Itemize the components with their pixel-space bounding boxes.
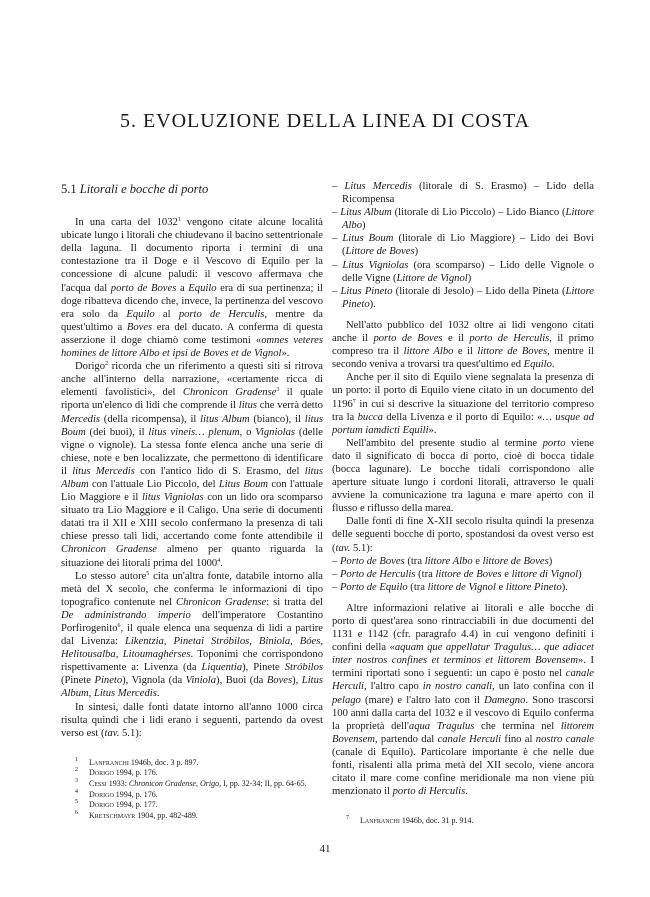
paragraph-7: Nell'ambito del presente studio al termine porto viene dato il significato di bocca di porto, cioè di bocca tidale (bocca lagunare). Le bocche tidali corrispondono alle aperture situate lungo i cordoni litorali, attraverso le quali avviene la comunicazione tra laguna e mare aperto con il flusso e riflusso della marea. xyxy=(332,437,594,515)
paragraph-9: Altre informazioni relative ai litorali e alle bocche di porto di quest'area sono rintracciabili in due documenti del 1131 e 1142 (cfr. paragrafo 4.4) in cui vengono definiti i confini della «aquam que appellatur Tragulus… que adiacet inter nostros confines et terminos et littorem Bovensem». I termini riportati sono i seguenti: un capo è posto nel canale Herculi, l'altro capo in nostro canali, un lato confina con il pelago (mare) e l'altro lato con il Damegno. Sono trascorsi 100 anni dalla carta del 1032 e il vescovo di Equilo conferma la proprietà dell'aqua Tragulus che termina nel littorem Bovensem, partendo dal canale Herculi fino al nostro canale (canale di Equilo). Particolare importante è che nelle due fonti, risalenti alla prima metà del XII secolo, viene ancora citato il mare come confine meridionale ma non viene più menzionato il porto di Herculis. xyxy=(332,602,595,798)
list-bocche xyxy=(332,555,594,594)
list-item: – Porto de Equilo (tra littore de Vignol e littore Pineto). xyxy=(332,581,594,594)
left-column xyxy=(61,183,323,821)
footnote-ref: 4 xyxy=(217,557,221,564)
list-item: – Porto de Boves (tra littore Albo e littore de Boves) xyxy=(332,555,594,568)
section-title: Litorali e bocche di porto xyxy=(79,182,209,196)
list-item: – Porto de Herculis (tra littore de Boves e littore di Vignol) xyxy=(332,568,594,581)
paragraph-4: In sintesi, dalle fonti datate intorno all'anno 1000 circa risulta quindi che i lidi erano i seguenti, partendo da ovest verso est (tav. 5.1): xyxy=(61,701,323,739)
footnote-ref: 3 xyxy=(276,387,280,394)
footnotes-left xyxy=(61,758,323,822)
list-item: – Litus Mercedis (litorale di S. Erasmo) – Lido della Ricompensa xyxy=(332,180,594,206)
footnote: $^5$ Dorigo 1994, p. 177. xyxy=(75,799,158,810)
list-item: – Litus Pineto (litorale di Jesolo) – Lido della Pineta (Littore Pineto). xyxy=(332,285,594,311)
footnote: $^6$ Kretschmayr 1904, pp. 482-489. xyxy=(75,809,198,820)
page-number: 41 xyxy=(319,843,331,855)
section-heading xyxy=(61,183,323,196)
chapter-title: 5. EVOLUZIONE DELLA LINEA DI COSTA xyxy=(119,110,531,132)
paragraph-3: Lo stesso autore$^5$ cita un'altra fonte, databile intorno alla metà del X secolo, che conferma le informazioni di tipo topografico contenute nel Chronicon Gradense: si tratta del De administrando imperio dell'imperatore Costantino Porfirogenito$^6$, il quale elenca una sequenza di lidi a partire dal Livenza: Likentzia, Pinetai Stróbilos, Biniola, Bóes, Helitousalba, Litoumaghérses. Toponimi che corrispondono rispettivamente a: Livenza (da Liquentia), Pinete Stróbilos (Pinete Pineto), Vignola (da Viniola), Buoi (da Boves), Litus Album, Litus Mercedis. xyxy=(61,570,323,700)
footnote-ref: 6 xyxy=(117,623,121,629)
paragraph-8: Dalle fonti di fine X-XII secolo risulta quindi la presenza delle seguenti bocche di porto, spostandosi da ovest verso est (tav. 5.1): xyxy=(332,516,594,554)
list-item: – Litus Vigniolas (ora scomparso) – Lido delle Vignole o delle Vigne (Littore de Vignol) xyxy=(332,259,594,285)
paragraph-1: In una carta del 1032$^1$ vengono citate alcune località ubicate lungo i litorali che chiudevano il bacino settentrionale della laguna. Il documento riporta i termini di una contestazione tra il Doge e il Vescovo di Equilo per la concessione di alcune paludi: il vescovo affermava che l'acqua dal porto de Boves a Equilo era di sua pertinenza; il doge ribatteva dicendo che, invece, la pertinenza del vescovo era solo da Equilo al porto de Herculis, mentre da quest'ultimo a Boves era del ducato. A conferma di questa asserzione il doge chiamò come testimoni «omnes veteres homines de littore Albo et ipsi de Boves et de Vignol». xyxy=(61,217,323,360)
right-column xyxy=(332,180,594,827)
footnote: $^7$ Lanfranchi 1946b, doc. 31 p. 914. xyxy=(346,815,474,826)
footnote-ref: 5 xyxy=(146,570,150,577)
paragraph-2: Dorigo$^2$ ricorda che un riferimento a questi siti si ritrova anche all'interno della narrazione, «certamente ricca di elementi favolistici», del Chronicon Gradense$^3$ il quale riporta un'elenco di lidi che comprende il litus che verrà detto Mercedis (della ricompensa), il litus Album (bianco), il litus Boum (dei buoi), il litus vineis… plenum, o Vigniolas (delle vigne o vignole). La stessa fonte elenca anche una serie di chiese, note e ben localizzate, che permettono di identificare il litus Mercedis con l'antico lido di S. Erasmo, del litus Album con l'attuale Lio Piccolo, del Litus Boum con l'attuale Lio Maggiore e il litus Vigniolas con un lido ora scomparso situato tra Lio Maggiore e il Caligo. Una serie di documenti datati tra il XII e XIII secolo confermano la presenza di tali chiese presso tali lidi, accertando come fonte attendibile il Chronicon Gradense almeno per quanto riguarda la situazione dei litorali prima del 1000$^4$. xyxy=(61,361,324,569)
footnote-ref: 1 xyxy=(177,217,181,224)
footnote: $^3$ Cessi 1933: Chronicon Gradense, Origo, I, pp. 32-34; II, pp. 64-65. xyxy=(75,778,307,789)
footnote: $^2$ Dorigo 1994, p. 176. xyxy=(75,767,158,778)
paragraph-5: Nell'atto pubblico del 1032 oltre ai lidi vengono citati anche il porto de Boves e il porto de Herculis, il primo compreso tra il littore Albo e il littore de Boves, mentre il secondo veniva a trovarsi tra quest'ultimo ed Equilo. xyxy=(332,319,594,371)
footnote: $^4$ Dorigo 1994, p. 176. xyxy=(75,788,158,799)
footnote-ref: 2 xyxy=(105,361,109,368)
section-number: 5.1 xyxy=(61,182,77,196)
list-lidi xyxy=(332,180,594,311)
footnote: $^1$ Lanfranchi 1946b, doc. 3 p. 897. xyxy=(75,756,199,767)
list-item: – Litus Album (litorale di Lio Piccolo) – Lido Bianco (Littore Albo) xyxy=(332,206,594,232)
footnotes-right xyxy=(332,816,594,827)
list-item: – Litus Boum (litorale di Lio Maggiore) – Lido dei Bovi (Littore de Boves) xyxy=(332,232,594,258)
footnote-ref: 7 xyxy=(352,398,356,405)
paragraph-6: Anche per il sito di Equilo viene segnalata la presenza di un porto: il porto di Equilo viene citato in un documento del 1196$^7$ in cui si descrive la situazione del territorio compreso tra la bucca della Livenza e il porto di Equilo: «… usque ad portum iamdicti Equili». xyxy=(332,372,595,436)
